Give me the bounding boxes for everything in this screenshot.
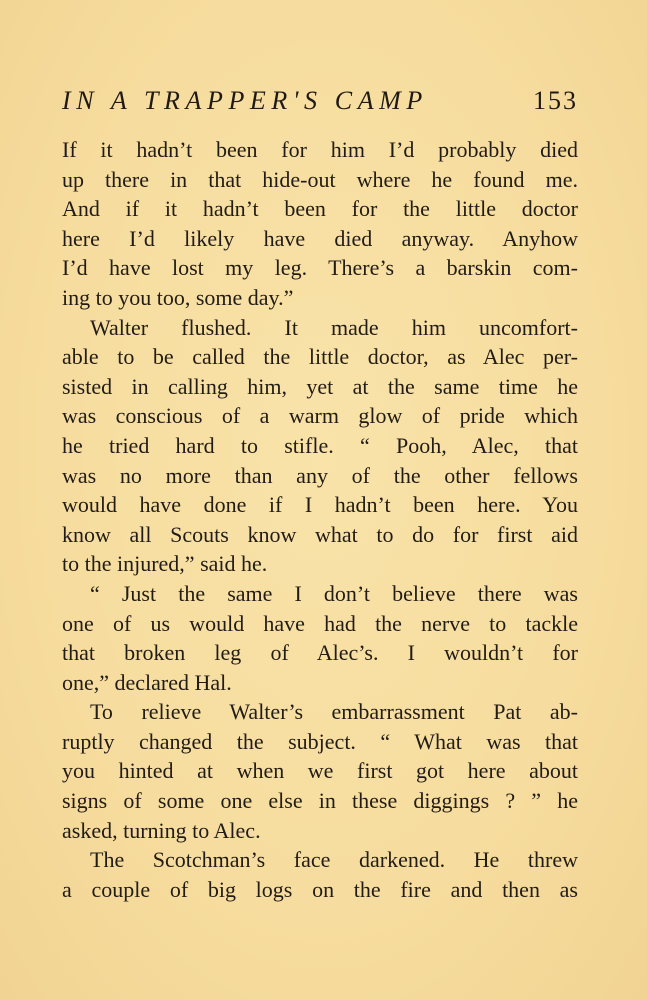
text-line: was conscious of a warm glow of pride which — [62, 403, 578, 429]
text-line: And if it hadn’t been for the little doctor — [62, 196, 578, 222]
text-line: you hinted at when we first got here about — [62, 758, 578, 784]
text-line: was no more than any of the other fellows — [62, 462, 578, 488]
text-line: asked, turning to Alec. — [62, 817, 261, 843]
page-number: 153 — [533, 86, 578, 115]
paragraph-start-line: Walter flushed. It made him uncomfort- — [90, 314, 578, 340]
text-line: sisted in calling him, yet at the same time he — [62, 373, 578, 399]
text-line: that broken leg of Alec’s. I wouldn’t for — [62, 640, 578, 666]
text-line: able to be called the little doctor, as Alec per- — [62, 344, 578, 370]
text-line: ruptly changed the subject. “ What was that — [62, 728, 578, 754]
text-line: know all Scouts know what to do for first aid — [62, 521, 578, 547]
paragraph-start-line: “ Just the same I don’t believe there was — [90, 580, 578, 606]
text-line: up there in that hide-out where he found me. — [62, 166, 578, 192]
text-line: he tried hard to stifle. “ Pooh, Alec, that — [62, 432, 578, 458]
running-title: IN A TRAPPER'S CAMP — [62, 86, 428, 115]
paragraph-start-line: To relieve Walter’s embarrassment Pat ab- — [90, 699, 578, 725]
text-line: I’d have lost my leg. There’s a barskin com- — [62, 255, 578, 281]
body-text — [62, 135, 578, 904]
text-line: to the injured,” said he. — [62, 551, 268, 577]
text-line: ing to you too, some day.” — [62, 284, 294, 310]
paragraph-start-line: The Scotchman’s face darkened. He threw — [90, 847, 578, 873]
text-line: one,” declared Hal. — [62, 669, 232, 695]
text-line: would have done if I hadn’t been here. You — [62, 492, 578, 518]
text-line: one of us would have had the nerve to tackle — [62, 610, 578, 636]
text-line: signs of some one else in these diggings ? ” he — [62, 788, 578, 814]
running-header — [62, 86, 578, 120]
text-line: here I’d likely have died anyway. Anyhow — [62, 225, 578, 251]
text-line: a couple of big logs on the fire and then as — [62, 876, 578, 902]
text-line: If it hadn’t been for him I’d probably died — [62, 137, 578, 162]
